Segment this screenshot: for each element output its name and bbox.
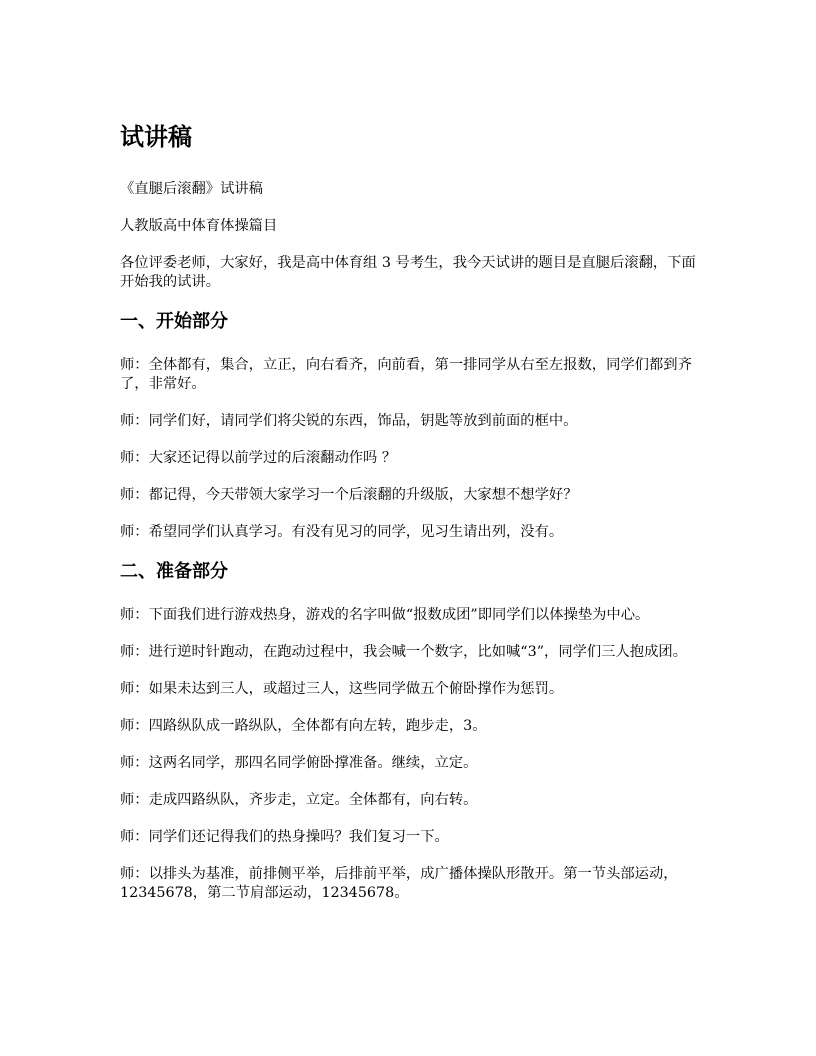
paragraph: 师：以排头为基准，前排侧平举，后排前平举，成广播体操队形散开。第一节头部运动，12345678，第二节肩部运动，12345678。 bbox=[120, 866, 678, 901]
section-heading-preparation: 二、准备部分 bbox=[120, 561, 228, 582]
textbook-line: 人教版高中体育体操篇目 bbox=[120, 218, 278, 234]
paragraph: 师：同学们还记得我们的热身操吗？我们复习一下。 bbox=[120, 829, 449, 845]
paragraph: 师：下面我们进行游戏热身，游戏的名字叫做“报数成团”即同学们以体操垫为中心。 bbox=[120, 607, 650, 623]
paragraph: 师：希望同学们认真学习。有没有见习的同学，见习生请出列，没有。 bbox=[120, 524, 564, 540]
paragraph: 师：四路纵队成一路纵队，全体都有向左转，跑步走，3。 bbox=[120, 718, 487, 734]
paragraph: 师：这两名同学，那四名同学俯卧撑准备。继续，立定。 bbox=[120, 755, 478, 771]
section-heading-start: 一、开始部分 bbox=[120, 311, 228, 332]
lesson-subtitle: 《直腿后滚翻》试讲稿 bbox=[120, 181, 263, 197]
paragraph: 师：走成四路纵队，齐步走，立定。全体都有，向右转。 bbox=[120, 792, 478, 808]
paragraph: 师：都记得，今天带领大家学习一个后滚翻的升级版，大家想不想学好？ bbox=[120, 487, 578, 503]
paragraph: 师：如果未达到三人，或超过三人，这些同学做五个俯卧撑作为惩罚。 bbox=[120, 681, 564, 697]
document-title: 试讲稿 bbox=[120, 123, 192, 151]
paragraph: 师：全体都有，集合，立正，向右看齐，向前看，第一排同学从右至左报数，同学们都到齐了，非常好。 bbox=[120, 357, 692, 392]
intro-paragraph: 各位评委老师，大家好，我是高中体育组 3 号考生，我今天试讲的题目是直腿后滚翻，下面开始我的试讲。 bbox=[120, 255, 696, 290]
paragraph: 师：进行逆时针跑动，在跑动过程中，我会喊一个数字，比如喊“3”，同学们三人抱成团。 bbox=[120, 644, 687, 660]
paragraph: 师：大家还记得以前学过的后滚翻动作吗 ？ bbox=[120, 450, 397, 466]
document-page bbox=[120, 122, 710, 921]
paragraph: 师：同学们好，请同学们将尖锐的东西，饰品，钥匙等放到前面的框中。 bbox=[120, 413, 578, 429]
